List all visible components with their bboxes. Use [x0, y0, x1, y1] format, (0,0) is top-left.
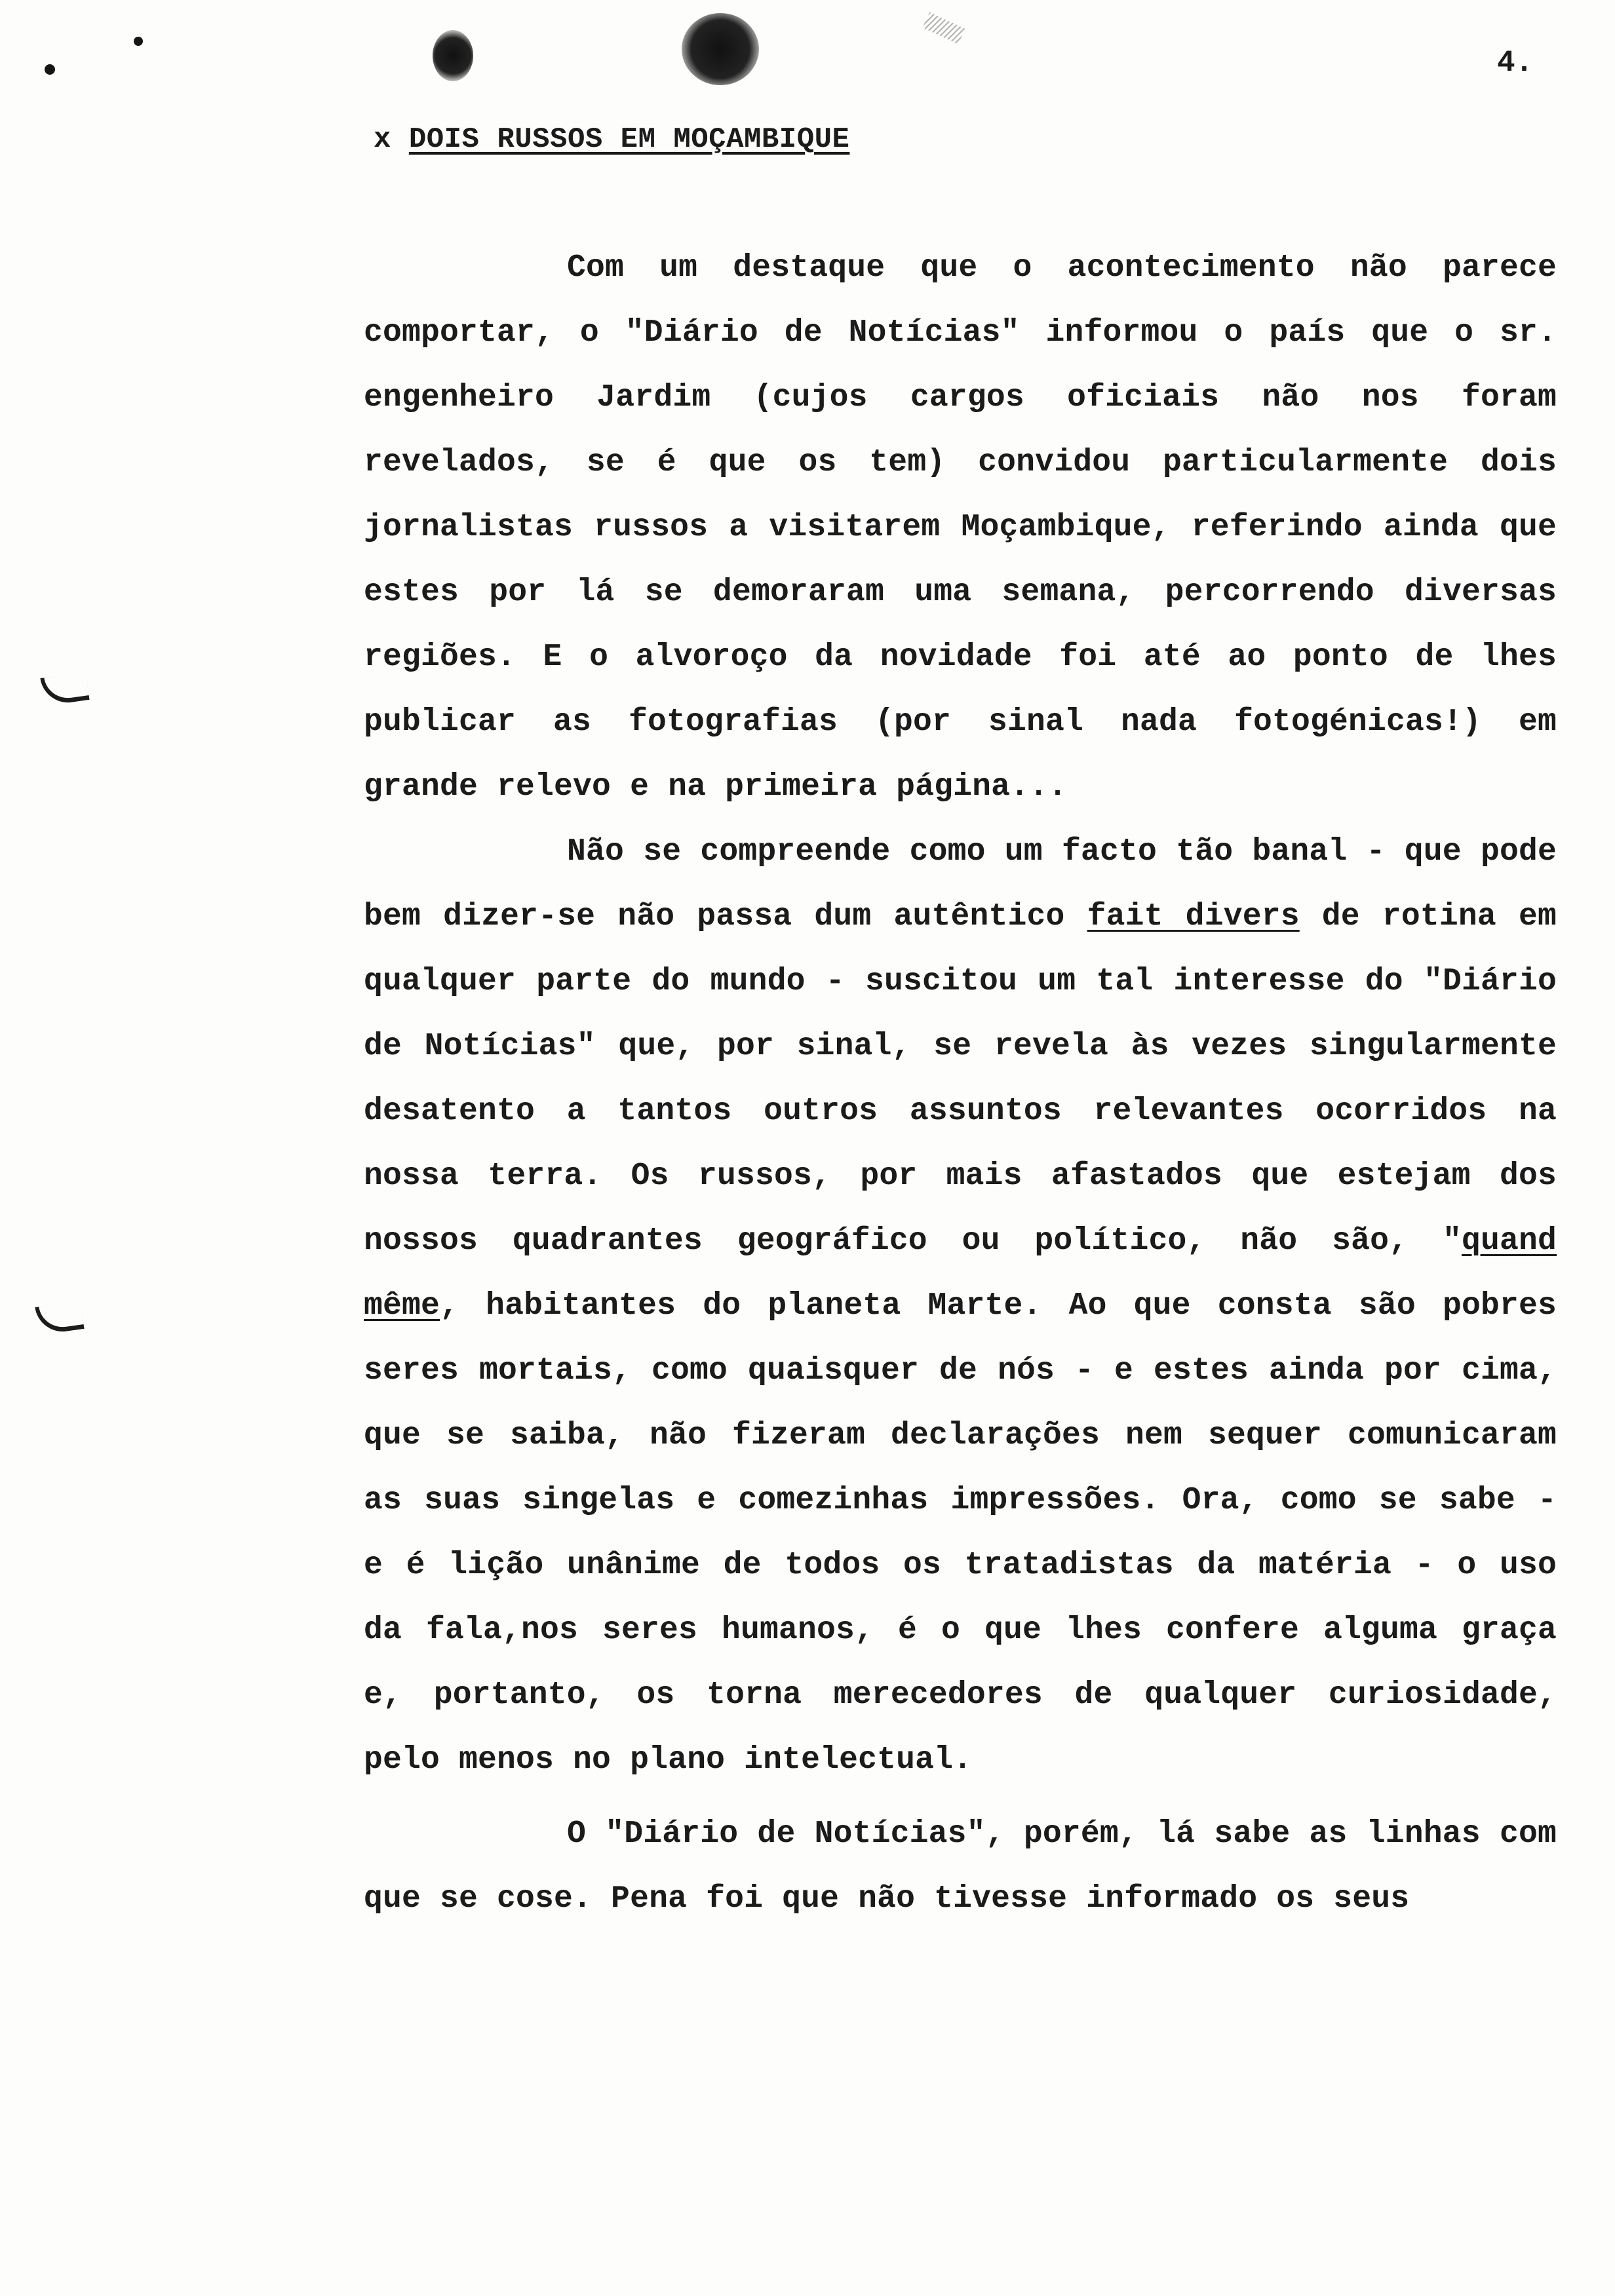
ink-dot — [45, 64, 55, 75]
article-body — [364, 236, 1557, 1932]
paragraph-text: Com um destaque que o acontecimento não parece comportar, o "Diário de Notícias" informou o país que o sr. engenheiro Jardim (cujos cargos oficiais não nos foram revelados, se é que os tem) convidou particularmente dois jornalistas russos a visitarem Moçambique, referindo ainda que estes por lá se demoraram uma semana, percorrendo diversas regiões. E o alvoroço da novidade foi até ao ponto de lhes publicar as fotografias (por sinal nada fotogénicas!) em grande relevo e na primeira página... — [364, 250, 1557, 805]
article-title: DOIS RUSSOS EM MOÇAMBIQUE — [408, 123, 850, 156]
ink-blot — [433, 30, 473, 81]
ink-blot — [682, 13, 759, 85]
punch-hole-mark — [40, 672, 89, 706]
ink-dot — [134, 37, 143, 46]
paragraph-text: , habitantes do planeta Marte. Ao que consta são pobres seres mortais, como quaisquer de nós - e estes ainda por cima, que se saiba, não fizeram declarações nem sequer comunicaram as suas singelas e comezinhas impressões. Ora, como se sabe - e é lição unânime de todos os tratadistas da matéria - o uso da fala,nos seres humanos, é o que lhes confere alguma graça e, portanto, os torna merecedores de qualquer curiosidade, pelo menos no plano intelectual. — [364, 1288, 1557, 1778]
paragraph-2 — [364, 820, 1557, 1793]
paragraph-text: O "Diário de Notícias", porém, lá sabe as linhas com que se cose. Pena foi que não tivesse informado os seus — [364, 1816, 1557, 1917]
punch-hole-mark — [35, 1301, 84, 1335]
heading-marker: x — [374, 123, 391, 156]
page-number: 4. — [1497, 46, 1534, 80]
emphasis-fait-divers: fait divers — [1087, 899, 1300, 934]
paragraph-text: Não se compreende como um facto tão banal - que pode bem dizer-se não passa dum autêntico — [364, 834, 1557, 934]
paragraph-1 — [364, 236, 1557, 820]
paragraph-3 — [364, 1802, 1557, 1932]
emphasis-quand-meme: quand même — [364, 1223, 1557, 1324]
article-heading — [374, 123, 849, 156]
paragraph-text: de rotina em qualquer parte do mundo - suscitou um tal interesse do "Diário de Notícias" que, por sinal, se revela às vezes singularmente desatento a tantos outros assuntos relevantes ocorridos na nossa terra. Os russos, por mais afastados que estejam dos nossos quadrantes geográfico ou político, não são, " — [364, 899, 1557, 1259]
scan-speck — [922, 12, 965, 45]
